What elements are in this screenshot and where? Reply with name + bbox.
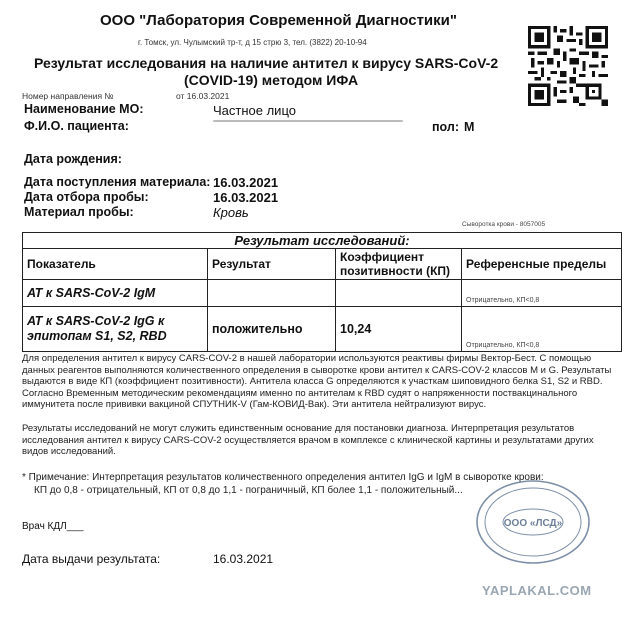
sampled-label: Дата отбора пробы: (24, 190, 149, 204)
fio-label: Ф.И.О. пациента: (24, 119, 129, 133)
mo-label: Наименование МО: (24, 102, 144, 116)
row-result (208, 280, 336, 307)
received-label: Дата поступления материала: (24, 175, 211, 189)
table-header-row (23, 249, 622, 280)
sampled-value: 16.03.2021 (213, 190, 279, 205)
direction-date: от 16.03.2021 (176, 91, 230, 101)
document-title-line2: (COVID-19) методом ИФА (184, 72, 359, 88)
material-label: Материал пробы: (24, 205, 134, 219)
remark-line1: * Примечание: Интерпретация результатов количественного определения антител IgG и IgM в сыворотке крови: (22, 472, 544, 483)
stamp-text: ООО «ЛСД» (503, 518, 563, 529)
row-indicator: АТ к SARS-CoV-2 IgM (23, 280, 208, 307)
birth-label: Дата рождения: (24, 152, 122, 166)
method-paragraph: Для определения антител к вирусу CARS-COV-2 в нашей лаборатории используются реактивы фирмы Вектор-Бест. С помощью данных реагентов выполняются количественного определения в сыворотке крови антител к CARS-COV-2 классов M и G. Результаты выдаются в виде КП (коэффициент позитивности). Антитела класса G определяются к участкам шиповидного белка S1, S2 и RBD. Согласно Временным методическим рекомендациям именно по антителам к RBD судят о напряженности поствакцинального иммунитета после прививки вакциной СПУТНИК-V (Гам-КОВИД-Вак). Эти антитела нейтрализуют вирус. (22, 353, 612, 410)
redacted-name-line (213, 120, 403, 122)
organization-address: г. Томск, ул. Чулымский тр-т, д 15 стрю 3, тел. (3822) 20-10-94 (138, 38, 367, 47)
direction-label: Номер направления № (22, 91, 114, 101)
stamp-seal-icon (474, 478, 592, 566)
issue-date-value: 16.03.2021 (213, 552, 274, 566)
results-title: Результат исследований: (23, 233, 622, 249)
results-table (22, 232, 622, 352)
document-title: Результат исследования на наличие антител к вирусу SARS-CoV-2 (34, 55, 499, 71)
row-indicator: АТ к SARS-CoV-2 IgG к эпитопам S1, S2, RBD (23, 307, 208, 352)
header-indicator: Показатель (23, 249, 208, 280)
header-reference: Референсные пределы (462, 249, 622, 280)
sex-label: пол: (432, 120, 459, 134)
material-value: Кровь (213, 205, 249, 220)
remark-line2: КП до 0,8 - отрицательный, КП от 0,8 до 1,1 - пограничный, КП более 1,1 - положительный... (34, 485, 463, 496)
row-reference: Отрицательно, КП<0,8 (462, 307, 622, 352)
mo-value: Частное лицо (213, 103, 296, 118)
sex-value: М (464, 120, 475, 134)
row-coefficient (336, 280, 462, 307)
serum-note: Сыворотка крови - 8057005 (462, 221, 546, 228)
doctor-label: Врач КДЛ___ (22, 521, 84, 532)
issue-date-label: Дата выдачи результата: (22, 552, 161, 566)
header-coefficient: Коэффициент позитивности (КП) (336, 249, 462, 280)
watermark: YAPLAKAL.COM (482, 583, 592, 598)
row-result: положительно (208, 307, 336, 352)
disclaimer-paragraph: Результаты исследований не могут служить единственным основание для постановки диагноза. Интерпретация результатов исследования антител к вирусу CARS-COV-2 осуществляется врачом в комплексе с клинической картины и результатами других видов исследований. (22, 423, 594, 457)
qr-code-icon (528, 26, 608, 106)
table-row (23, 280, 622, 307)
organization-name: ООО "Лаборатория Современной Диагностики" (100, 12, 457, 29)
row-reference: Отрицательно, КП<0,8 (462, 280, 622, 307)
row-coefficient: 10,24 (336, 307, 462, 352)
table-row (23, 307, 622, 352)
received-value: 16.03.2021 (213, 175, 279, 190)
header-result: Результат (208, 249, 336, 280)
